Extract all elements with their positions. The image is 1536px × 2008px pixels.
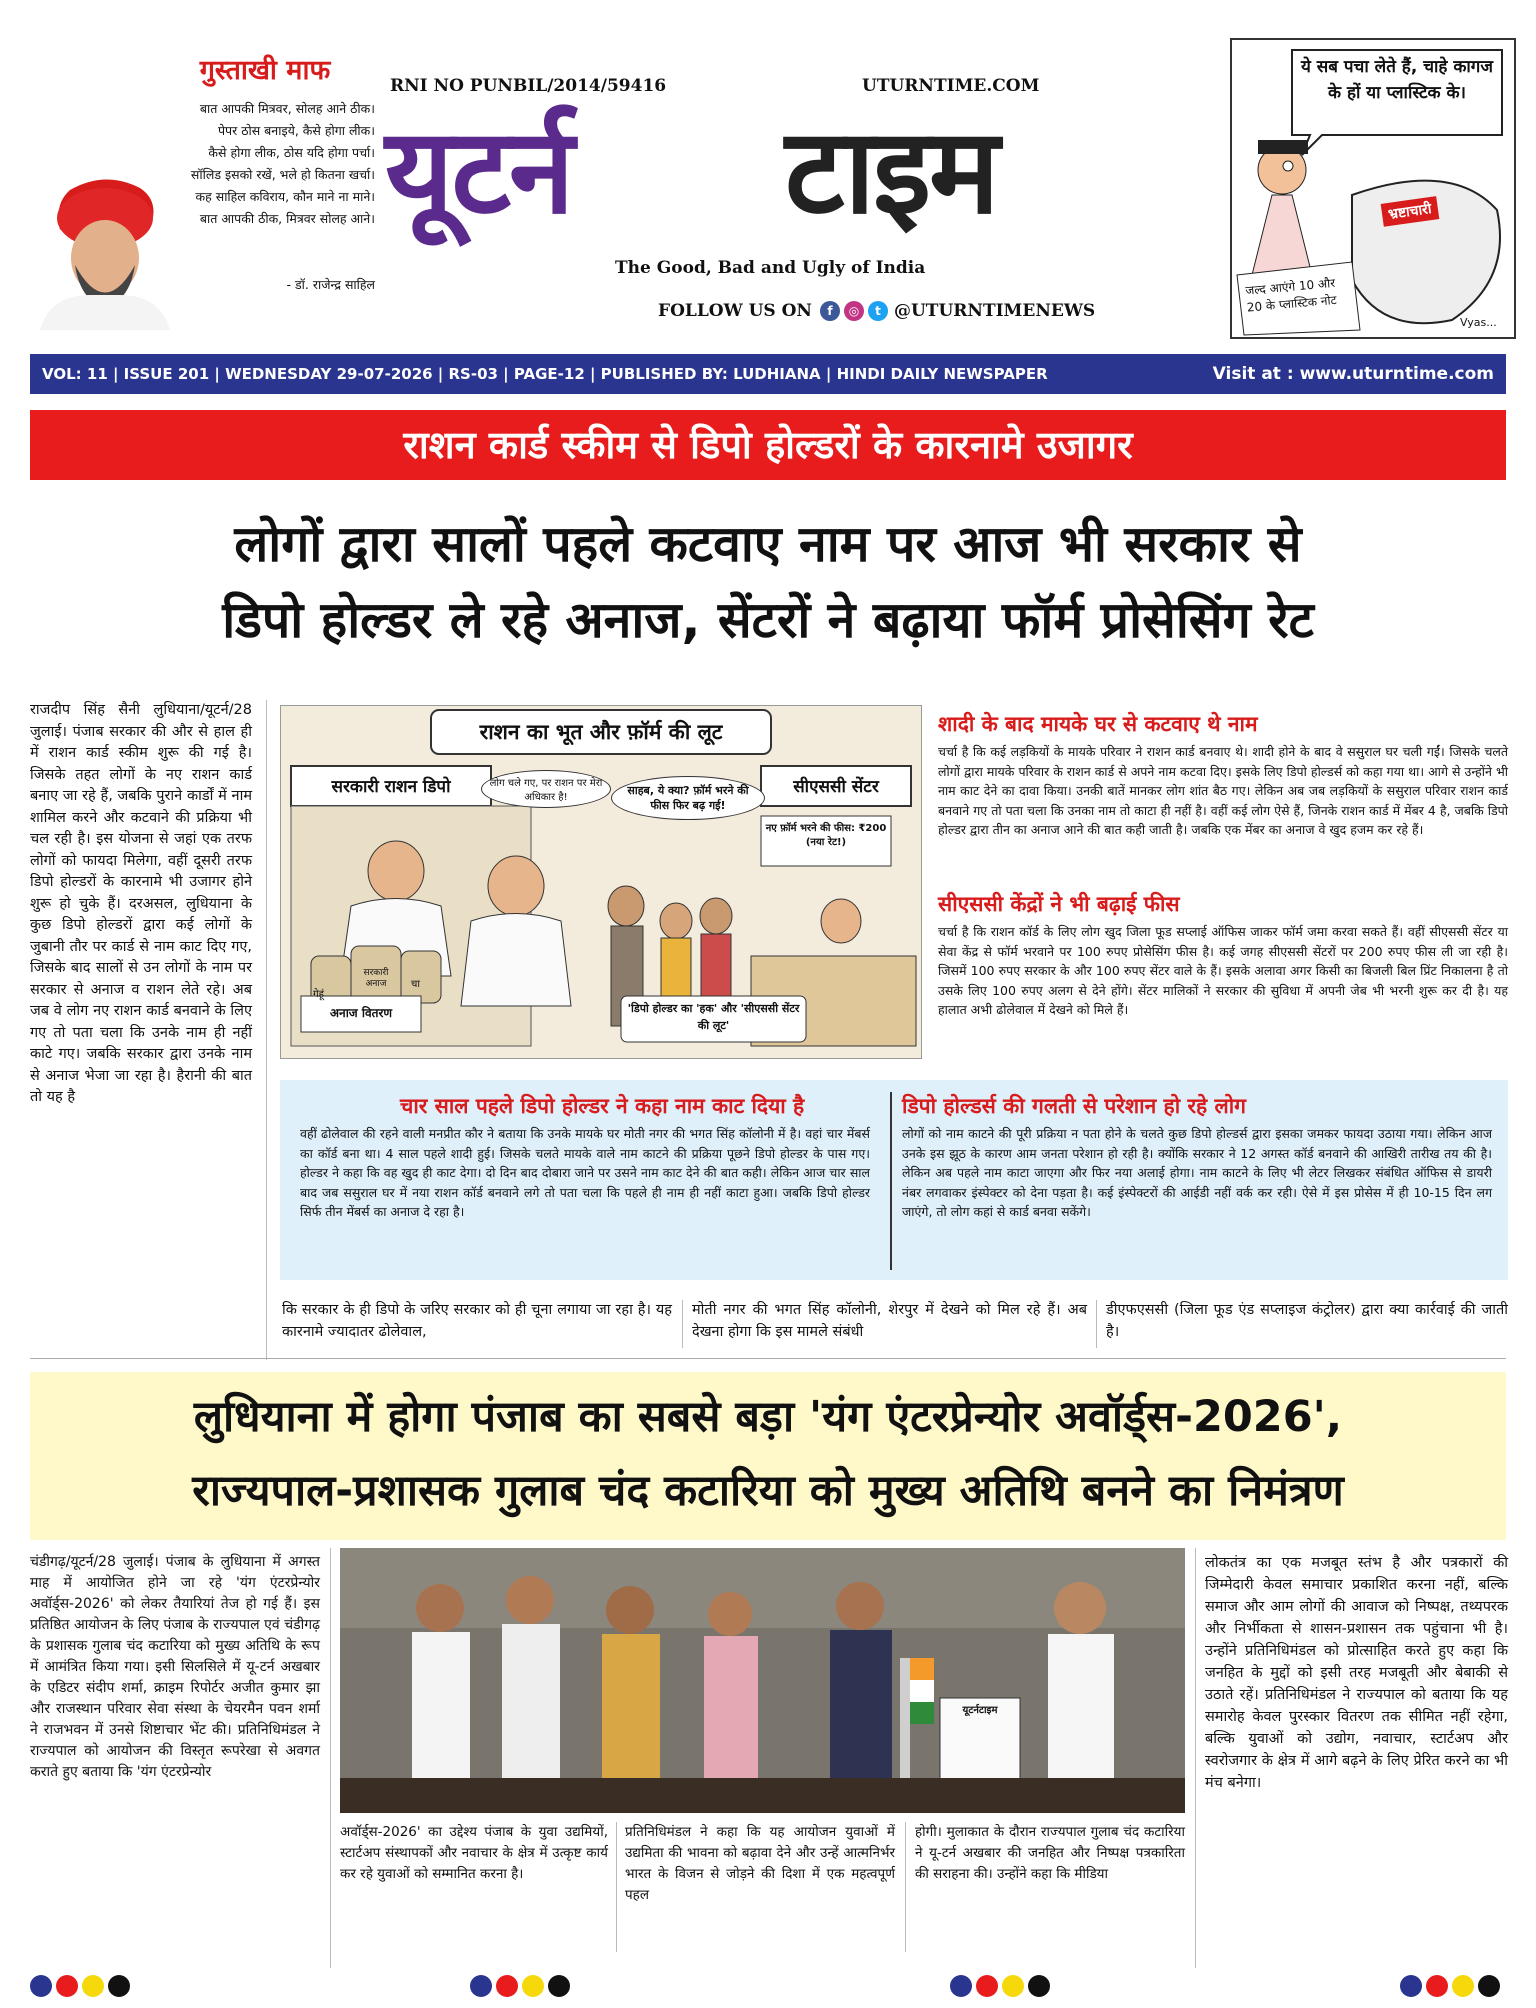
story-continuation: डीएफएससी (जिला फूड एंड सप्लाइज कंट्रोलर) द्वारा क्या कार्रवाई की जाती है। — [1106, 1302, 1508, 1340]
issue-info-bar — [30, 354, 1506, 394]
site-url[interactable]: UTURNTIME.COM — [862, 76, 1040, 96]
text-depot-mistake: लोगों को नाम काटने की पूरी प्रक्रिया न पता होने के चलते कुछ डिपो होल्डर्स द्वारा इसका जमकर फायदा उठाया गया। लेकिन आज उनके इस झूठ के कारण आम जनता परेशान हो रही है। क्योंकि सरकार ने 12 अगस्त कॉर्ड बनवाने की आखिरी तारीख तय की है। लेकिन अब पहले नाम काटा जाएगा और फिर नया अलाई होगा। नाम काटने के लिए भी लेटर लिखकर संबंधित ऑफिस से डायरी नंबर लगवाकर इंस्पेक्टर को देना पड़ता है। कई इंस्पेक्टरों की आईडी नहीं वर्क कर रही। ऐसे में इस प्रोसेस में ही 10-15 दिन लग जाएंगे, तो लोग कहां से कार्ड बनवा सकेंगे। — [902, 1126, 1492, 1219]
illustration-title: राशन का भूत और फ़ॉर्म की लूट — [479, 720, 723, 744]
illustration-sack-wheat: गेहूं — [313, 989, 324, 1000]
kicker-banner: राशन कार्ड स्कीम से डिपो होल्डरों के कारनामे उजागर — [30, 410, 1506, 480]
subhead-marriage: शादी के बाद मायके घर से कटवाए थे नाम — [938, 712, 1258, 736]
social-handle[interactable]: @UTURNTIMENEWS — [893, 301, 1096, 321]
registration-marks — [30, 1975, 130, 1997]
story-illustration — [280, 705, 922, 1059]
story2-photo — [340, 1548, 1185, 1813]
facebook-icon[interactable]: f — [820, 301, 840, 321]
headline-line: लुधियाना में होगा पंजाब का सबसे बड़ा 'यंग एंटरप्रेन्योर अवॉर्ड्स-2026', — [193, 1392, 1343, 1442]
poem-line: सॉलिड इसको रखें, भले हो कितना खर्चा। — [190, 167, 375, 182]
story2-text-3: होगी। मुलाकात के दौरान राज्यपाल गुलाब चंद कटारिया ने यू-टर्न अखबार की जनहित और निष्पक्ष पत्रकारिता की सराहना की। उन्होंने कहा कि मीडिया — [915, 1824, 1185, 1882]
cartoon-signature: Vyas... — [1460, 316, 1497, 329]
illustration-sack-third: चा — [411, 979, 420, 990]
poem-line: कैसे होगा लीक, ठोस यदि होगा पर्चा। — [208, 145, 375, 160]
poem-line: कह साहिल कविराय, कौन माने ना माने। — [195, 189, 375, 204]
follow-label: FOLLOW US ON — [658, 301, 812, 321]
story-continuation: कि सरकार के ही डिपो के जरिए सरकार को ही चूना लगाया जा रहा है। यह कारनामे ज्यादातर ढोलेवाल, — [282, 1302, 672, 1340]
registration-dot — [82, 1975, 104, 1997]
cartoon-speech: ये सब पचा लेते हैं, चाहे कागज के हों या प्लास्टिक के। — [1301, 57, 1493, 103]
illustration-rate-board: नए फ़ॉर्म भरने की फीस: ₹200 (नया रेट!) — [765, 823, 887, 848]
illustration-bubble-mid: साहब, ये क्या? फ़ॉर्म भरने की फीस फिर बढ़ गई! — [611, 776, 765, 820]
subhead-csc-fee: सीएससी केंद्रों ने भी बढ़ाई फीस — [938, 892, 1180, 916]
registration-dot — [1452, 1975, 1474, 1997]
registration-dot — [1400, 1975, 1422, 1997]
text-four-years: वहीं ढोलेवाल की रहने वाली मनप्रीत कौर ने बताया कि उनके मायके घर मोती नगर की भगत सिंह कॉलोनी में है। वहां चार मेंबर्स का कॉर्ड बना था। 4 साल पहले शादी हुई। जिसके चलते मायके वाले नाम काटने की प्रक्रिया पूछने डिपो होल्डर के पास गए। होल्डर ने कहा कि वह खुद ही काट देगा। दो दिन बाद दोबारा जाने पर उसने नाम काट देने की बात कही। लेकिन आज चार साल बाद जब ससुराल घर में नया राशन कॉर्ड बनवाने लगे तो पता चला कि पहले ही नाम ही नहीं काटा हुआ। जबकि डिपो होल्डर सिर्फ तीन मेंबर्स का अनाज दे रहा है। — [300, 1126, 870, 1219]
poem-line: पेपर ठोस बनाइये, कैसे होगा लीक। — [217, 123, 375, 138]
story2-column-1: चंडीगढ़/यूटर्न/28 जुलाई। पंजाब के लुधियाना में अगस्त माह में आयोजित होने जा रहे 'यंग एंटरप्रेन्योर अवॉर्ड्स-2026' को लेकर तैयारियां तेज हो गई हैं। इस प्रतिष्ठित आयोजन के लिए पंजाब के राज्यपाल एवं चंडीगढ़ के प्रशासक गुलाब चंद कटारिया को मुख्य अतिथि के रूप में आमंत्रित किया गया। इसी सिलसिले में यू-टर्न अखबार के एडिटर संदीप शर्मा, क्राइम रिपोर्टर अजीत कुमार झा और राजस्थान परिवार सेवा संस्था के चेयरमैन पवन शर्मा ने राजभवन में उनसे शिष्टाचार भेंट की। प्रतिनिधिमंडल ने राज्यपाल को आयोजन की विस्तृत रूपरेखा से अवगत कराते हुए बताया कि 'यंग एंटरप्रेन्योर — [30, 1554, 320, 1780]
poem-line: बात आपकी मित्रवर, सोलह आने ठीक। — [199, 101, 375, 116]
registration-dot — [548, 1975, 570, 1997]
illustration-counter: अनाज वितरण — [329, 1006, 393, 1020]
text-marriage: चर्चा है कि कई लड़कियों के मायके परिवार ने राशन कार्ड बनवाए थे। शादी होने के बाद वे ससुराल घर चली गईं। जिसके चलते लोगों द्वारा मायके परिवार के राशन कार्ड से अपने नाम कटवा दिए। इसके लिए डिपो होल्डर्स को कहा गया था। आगे से उन्होंने भी नाम काट देने का दावा किया। उनकी बातें मानकर लोग शांत बैठ गए। लेकिन अब जब लड़कियों के ससुराल परिवार राशन कार्ड बनवाने गए तो पता चला कि उनका नाम तो काटा ही नहीं है। वहीं कई लोग ऐसे हैं, जिनके राशन कार्ड में मेंबर 4 है, जबकि डिपो होल्डर द्वारा तीन का अनाज आने की बात कही जाती है। जबकि एक मेंबर का अनाज वे खुद हजम कर रहे हैं। — [938, 744, 1508, 837]
column-title: गुस्ताखी माफ — [199, 55, 331, 86]
illustration-sack-grain: सरकारी अनाज — [363, 968, 389, 989]
headline-line: लोगों द्वारा सालों पहले कटवाए नाम पर आज भी सरकार से — [234, 515, 1302, 573]
cartoon-sign: जल्द आएंगे 10 और 20 के प्लास्टिक नोट — [1244, 275, 1338, 315]
story-continuation: मोती नगर की भगत सिंह कॉलोनी, शेरपुर में देखने को मिल रहे हैं। अब देखना होगा कि इस मामले संबंधी — [692, 1302, 1087, 1340]
registration-marks — [950, 1975, 1050, 1997]
registration-dot — [1002, 1975, 1024, 1997]
rni-number: RNI NO PUNBIL/2014/59416 — [390, 76, 667, 96]
photo-newspaper-label: यूटर्नटाइम — [962, 1705, 998, 1716]
poem-line: बात आपकी ठीक, मित्रवर सोलह आने। — [199, 211, 375, 226]
illustration-shop-right: सीएससी सेंटर — [793, 777, 879, 797]
registration-dot — [1028, 1975, 1050, 1997]
logo-uturn: यूटर्न — [385, 102, 573, 240]
issue-info: VOL: 11 | ISSUE 201 | WEDNESDAY 29-07-2026 | RS-03 | PAGE-12 | PUBLISHED BY: LUDHIANA | HINDI DAILY NEWSPAPER — [42, 365, 1048, 383]
registration-dot — [1426, 1975, 1448, 1997]
registration-marks — [1400, 1975, 1500, 1997]
registration-dot — [56, 1975, 78, 1997]
follow-bar — [658, 292, 1218, 330]
subhead-depot-mistake: डिपो होल्डर्स की गलती से परेशान हो रहे लोग — [902, 1094, 1247, 1118]
headline-line: राज्यपाल-प्रशासक गुलाब चंद कटारिया को मुख्य अतिथि बनने का निमंत्रण — [192, 1466, 1344, 1516]
registration-dot — [108, 1975, 130, 1997]
logo-time: टाइम — [785, 102, 998, 240]
registration-dot — [1478, 1975, 1500, 1997]
registration-dot — [950, 1975, 972, 1997]
photo-drawing — [340, 1548, 1185, 1813]
story-left-column: राजदीप सिंह सैनी लुधियाना/यूटर्न/28 जुलाई। पंजाब सरकार की और से हाल ही में राशन कार्ड स्कीम शुरू की गई है। जिसके तहत लोगों के नए राशन कार्ड बनाए जा रहे हैं, जबकि पुराने कार्डों में नाम शामिल करने और कटवाने की प्रक्रिया भी चल रही है। इस योजना से जहां एक तरफ लोगों को फायदा मिलेगा, वहीं दूसरी तरफ डिपो होल्डरों के कारनामे भी उजागर होने शुरू हो चुके हैं। दरअसल, लुधियाना के कुछ डिपो होल्डरों द्वारा कई लोगों के जुबानी तौर पर कार्ड से नाम काट दिए गए, जिसके बाद सालों से उन लोगों के नाम पर सरकार से अनाज व राशन लेते रहे। अब जब वे लोग नए राशन कार्ड बनवाने के लिए गए तो पता चला कि उनके नाम ही नहीं काटे गए। जबकि सरकार द्वारा उनके नाम से अनाज भेजा जा रहा है। हैरानी की बात तो यह है — [30, 702, 252, 1105]
registration-dot — [496, 1975, 518, 1997]
tagline: The Good, Bad and Ugly of India — [615, 258, 926, 278]
twitter-icon[interactable]: t — [868, 301, 888, 321]
visit-url[interactable]: Visit at : www.uturntime.com — [1212, 364, 1494, 384]
instagram-icon[interactable]: ◎ — [844, 301, 864, 321]
story2-headline — [30, 1380, 1506, 1528]
story2-column-3: लोकतंत्र का एक मजबूत स्तंभ है और पत्रकारों की जिम्मेदारी केवल समाचार प्रकाशित करना नहीं, बल्कि समाज और आम लोगों की आवाज को निष्पक्ष, तथ्यपरक और निर्भीकता से शासन-प्रशासन तक पहुंचाना भी है। उन्होंने प्रतिनिधिमंडल को प्रोत्साहित करते हुए कहा कि जनहित के मुद्दों को इसी तरह मजबूती और बेबाकी से उठाते रहें। प्रतिनिधिमंडल ने राज्यपाल को बताया कि यह समारोह केवल पुरस्कार वितरण तक सीमित नहीं रहेगा, बल्कि युवाओं को उद्योग, नवाचार, स्टार्टअप और स्वरोजगार के क्षेत्र में आगे बढ़ने के लिए प्रेरित करने का भी मंच बनेगा। — [1205, 1555, 1508, 1791]
registration-dot — [30, 1975, 52, 1997]
subhead-four-years: चार साल पहले डिपो होल्डर ने कहा नाम काट दिया है — [400, 1094, 805, 1118]
text-csc-fee: चर्चा है कि राशन कॉर्ड के लिए लोग खुद जिला फूड सप्लाई ऑफिस जाकर फॉर्म जमा करवा सकते हैं। वहीं सीएससी सेंटर या सेवा केंद्र से फॉर्म भरवाने पर 100 रुपए प्रोसेसिंग फीस है। कई जगह सीएससी सेंटरों पर 200 रुपए फीस ली जा रही है। जिसमें 100 रुपए सरकार के और 100 रुपए सेंटर वाले के हैं। इसके अलावा अगर किसी का बिजली बिल प्रिंट निकालना है तो उसके लिए 100 रुपए अलग से देने होंगे। सेंटर मालिकों ने सरकार की सुविधा में अपनी जेब भी भरनी शुरू कर दी है। यह हालात अभी ढोलेवाल में देखने को मिले हैं। — [938, 924, 1508, 1017]
registration-marks — [470, 1975, 570, 1997]
story2-text-1: अवॉर्ड्स-2026' का उद्देश्य पंजाब के युवा उद्यमियों, स्टार्टअप संस्थापकों और नवाचार के क्षेत्र में उत्कृष्ट कार्य कर रहे युवाओं को सम्मानित करना है। — [340, 1824, 608, 1882]
main-headline — [30, 506, 1506, 658]
registration-dot — [470, 1975, 492, 1997]
poem-author: - डॉ. राजेन्द्र साहिल — [286, 277, 375, 292]
author-portrait — [30, 160, 180, 330]
cartoon-bag-label: भ्रष्टाचारी — [1381, 196, 1439, 227]
registration-dot — [976, 1975, 998, 1997]
editorial-cartoon — [1230, 38, 1516, 339]
illustration-shop-left: सरकारी राशन डिपो — [331, 777, 451, 797]
illustration-caption: 'डिपो होल्डर का 'हक' और 'सीएससी सेंटर की लूट' — [627, 1002, 800, 1032]
registration-dot — [522, 1975, 544, 1997]
headline-line: डिपो होल्डर ले रहे अनाज, सेंटरों ने बढ़ाया फॉर्म प्रोसेसिंग रेट — [222, 591, 1314, 649]
illustration-bubble-left: लोग चले गए, पर राशन पर मेरा अधिकार है! — [481, 770, 611, 808]
story2-text-2: प्रतिनिधिमंडल ने कहा कि यह आयोजन युवाओं में उद्यमिता की भावना को बढ़ावा देने और उन्हें आत्मनिर्भर भारत के विजन से जोड़ने की दिशा में एक महत्वपूर्ण पहल — [625, 1824, 895, 1903]
